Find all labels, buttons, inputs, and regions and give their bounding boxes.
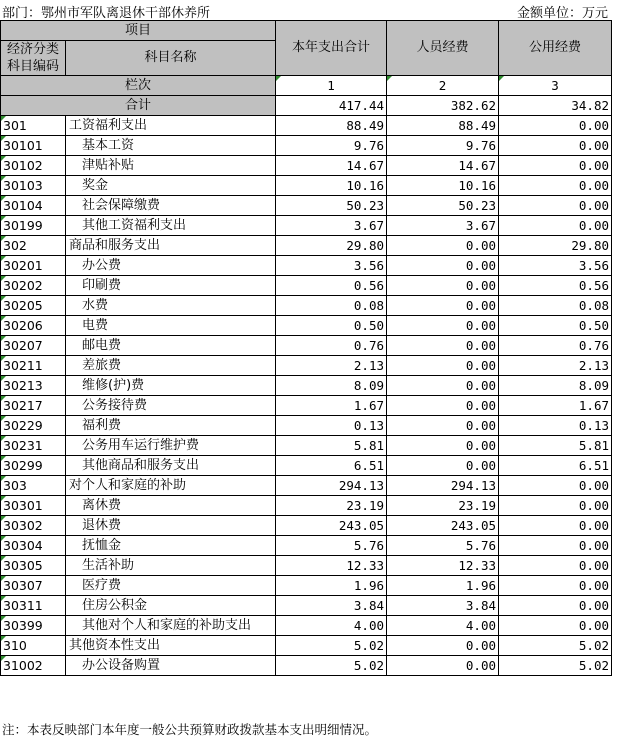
econ-code-cell: 302: [1, 236, 66, 256]
econ-code-header-line2: 科目编码: [6, 59, 59, 74]
table-row: [1, 136, 612, 156]
subject-name-cell: 电费: [66, 316, 276, 336]
table-row: [1, 416, 612, 436]
summary-public: 34.82: [499, 96, 612, 116]
total-cell: 14.67: [276, 156, 387, 176]
subject-name-cell: 公务接待费: [66, 396, 276, 416]
personnel-column-header: 人员经费: [387, 21, 499, 76]
total-cell: 5.81: [276, 436, 387, 456]
econ-code-cell: 30311: [1, 596, 66, 616]
public-cell: 0.00: [499, 176, 612, 196]
econ-code-cell: 30213: [1, 376, 66, 396]
personnel-cell: 3.84: [387, 596, 499, 616]
item-header: 项目: [1, 21, 276, 41]
summary-row: [1, 96, 612, 116]
public-cell: 6.51: [499, 456, 612, 476]
public-cell: 0.00: [499, 476, 612, 496]
personnel-cell: 0.00: [387, 356, 499, 376]
econ-code-cell: 30229: [1, 416, 66, 436]
subject-name-cell: 抚恤金: [66, 536, 276, 556]
econ-code-cell: 30102: [1, 156, 66, 176]
table-row: [1, 496, 612, 516]
table-row: [1, 336, 612, 356]
econ-code-cell: 31002: [1, 656, 66, 676]
table-row: [1, 436, 612, 456]
summary-total: 417.44: [276, 96, 387, 116]
public-cell: 0.00: [499, 616, 612, 636]
table-row: [1, 616, 612, 636]
econ-code-cell: 30199: [1, 216, 66, 236]
personnel-cell: 0.00: [387, 656, 499, 676]
table-row: [1, 556, 612, 576]
subject-name-cell: 其他资本性支出: [66, 636, 276, 656]
subject-name-cell: 印刷费: [66, 276, 276, 296]
public-cell: 0.56: [499, 276, 612, 296]
table-row: [1, 276, 612, 296]
subject-name-cell: 基本工资: [66, 136, 276, 156]
public-cell: 0.00: [499, 596, 612, 616]
personnel-cell: 50.23: [387, 196, 499, 216]
public-cell: 3.56: [499, 256, 612, 276]
personnel-cell: 0.00: [387, 336, 499, 356]
econ-code-cell: 30301: [1, 496, 66, 516]
public-cell: 2.13: [499, 356, 612, 376]
table-row: [1, 216, 612, 236]
personnel-cell: 0.00: [387, 636, 499, 656]
subject-name-cell: 其他商品和服务支出: [66, 456, 276, 476]
personnel-cell: 0.00: [387, 236, 499, 256]
public-column-header: 公用经费: [499, 21, 612, 76]
column-index-2: 2: [387, 76, 499, 96]
public-cell: 0.00: [499, 136, 612, 156]
public-cell: 0.00: [499, 116, 612, 136]
total-cell: 2.13: [276, 356, 387, 376]
econ-code-cell: 30307: [1, 576, 66, 596]
personnel-cell: 0.00: [387, 456, 499, 476]
table-row: [1, 456, 612, 476]
econ-code-cell: 30103: [1, 176, 66, 196]
footnote: 注：本表反映部门本年度一般公共预算财政拨款基本支出明细情况。: [2, 722, 378, 737]
table-row: [1, 116, 612, 136]
table-row: [1, 636, 612, 656]
subject-name-cell: 差旅费: [66, 356, 276, 376]
personnel-cell: 0.00: [387, 416, 499, 436]
public-cell: 29.80: [499, 236, 612, 256]
public-cell: 8.09: [499, 376, 612, 396]
subject-name-cell: 对个人和家庭的补助: [66, 476, 276, 496]
econ-code-cell: 30202: [1, 276, 66, 296]
total-cell: 6.51: [276, 456, 387, 476]
personnel-cell: 294.13: [387, 476, 499, 496]
subject-name-cell: 医疗费: [66, 576, 276, 596]
report-header: [0, 0, 626, 20]
personnel-cell: 14.67: [387, 156, 499, 176]
personnel-cell: 0.00: [387, 376, 499, 396]
subject-name-header: 科目名称: [66, 41, 276, 76]
subject-name-cell: 住房公积金: [66, 596, 276, 616]
total-cell: 0.76: [276, 336, 387, 356]
public-cell: 0.00: [499, 216, 612, 236]
total-cell: 4.00: [276, 616, 387, 636]
personnel-cell: 0.00: [387, 276, 499, 296]
total-cell: 0.50: [276, 316, 387, 336]
subject-name-cell: 津贴补贴: [66, 156, 276, 176]
table-row: [1, 596, 612, 616]
public-cell: 0.00: [499, 196, 612, 216]
total-cell: 10.16: [276, 176, 387, 196]
expenditure-table: [0, 20, 612, 676]
subject-name-cell: 邮电费: [66, 336, 276, 356]
subject-name-cell: 公务用车运行维护费: [66, 436, 276, 456]
econ-code-cell: 30304: [1, 536, 66, 556]
column-index-3: 3: [499, 76, 612, 96]
subject-name-cell: 水费: [66, 296, 276, 316]
subject-name-cell: 工资福利支出: [66, 116, 276, 136]
total-cell: 3.56: [276, 256, 387, 276]
econ-code-cell: 30302: [1, 516, 66, 536]
econ-code-cell: 30305: [1, 556, 66, 576]
table-row: [1, 356, 612, 376]
public-cell: 0.76: [499, 336, 612, 356]
econ-code-cell: 301: [1, 116, 66, 136]
total-cell: 294.13: [276, 476, 387, 496]
subject-name-cell: 办公费: [66, 256, 276, 276]
table-row: [1, 656, 612, 676]
total-cell: 3.84: [276, 596, 387, 616]
column-index-1: 1: [276, 76, 387, 96]
personnel-cell: 88.49: [387, 116, 499, 136]
public-cell: 5.02: [499, 656, 612, 676]
total-cell: 5.76: [276, 536, 387, 556]
public-cell: 0.00: [499, 516, 612, 536]
public-cell: 5.81: [499, 436, 612, 456]
table-row: [1, 376, 612, 396]
econ-code-cell: 310: [1, 636, 66, 656]
total-cell: 23.19: [276, 496, 387, 516]
summary-personnel: 382.62: [387, 96, 499, 116]
econ-code-cell: 30217: [1, 396, 66, 416]
total-cell: 1.96: [276, 576, 387, 596]
subject-name-cell: 福利费: [66, 416, 276, 436]
econ-code-header: [1, 41, 66, 76]
total-cell: 243.05: [276, 516, 387, 536]
econ-code-cell: 303: [1, 476, 66, 496]
econ-code-cell: 30201: [1, 256, 66, 276]
table-row: [1, 576, 612, 596]
subject-name-cell: 退休费: [66, 516, 276, 536]
public-cell: 5.02: [499, 636, 612, 656]
summary-label: 合计: [1, 96, 276, 116]
public-cell: 0.08: [499, 296, 612, 316]
total-cell: 5.02: [276, 656, 387, 676]
subject-name-cell: 奖金: [66, 176, 276, 196]
econ-code-cell: 30206: [1, 316, 66, 336]
total-cell: 0.56: [276, 276, 387, 296]
personnel-cell: 4.00: [387, 616, 499, 636]
table-row: [1, 516, 612, 536]
table-row: [1, 196, 612, 216]
public-cell: 0.00: [499, 576, 612, 596]
table-row: [1, 536, 612, 556]
row-index-label: 栏次: [1, 76, 276, 96]
subject-name-cell: 其他工资福利支出: [66, 216, 276, 236]
personnel-cell: 10.16: [387, 176, 499, 196]
econ-code-cell: 30207: [1, 336, 66, 356]
subject-name-cell: 其他对个人和家庭的补助支出: [66, 616, 276, 636]
subject-name-cell: 生活补助: [66, 556, 276, 576]
amount-unit-label: 金额单位：万元: [516, 6, 608, 21]
personnel-cell: 23.19: [387, 496, 499, 516]
total-cell: 0.08: [276, 296, 387, 316]
total-cell: 1.67: [276, 396, 387, 416]
personnel-cell: 3.67: [387, 216, 499, 236]
econ-code-cell: 30231: [1, 436, 66, 456]
total-cell: 5.02: [276, 636, 387, 656]
table-row: [1, 396, 612, 416]
personnel-cell: 0.00: [387, 296, 499, 316]
personnel-cell: 12.33: [387, 556, 499, 576]
personnel-cell: 0.00: [387, 396, 499, 416]
total-cell: 3.67: [276, 216, 387, 236]
department-label: 部门：鄂州市军队离退休干部休养所: [2, 6, 211, 21]
total-cell: 12.33: [276, 556, 387, 576]
econ-code-cell: 30211: [1, 356, 66, 376]
total-cell: 50.23: [276, 196, 387, 216]
econ-code-cell: 30299: [1, 456, 66, 476]
public-cell: 0.00: [499, 536, 612, 556]
table-row: [1, 316, 612, 336]
personnel-cell: 0.00: [387, 436, 499, 456]
public-cell: 1.67: [499, 396, 612, 416]
total-cell: 8.09: [276, 376, 387, 396]
personnel-cell: 1.96: [387, 576, 499, 596]
subject-name-cell: 离休费: [66, 496, 276, 516]
public-cell: 0.13: [499, 416, 612, 436]
econ-code-cell: 30101: [1, 136, 66, 156]
public-cell: 0.00: [499, 556, 612, 576]
table-row: [1, 476, 612, 496]
table-row: [1, 256, 612, 276]
public-cell: 0.00: [499, 496, 612, 516]
subject-name-cell: 商品和服务支出: [66, 236, 276, 256]
table-row: [1, 176, 612, 196]
personnel-cell: 5.76: [387, 536, 499, 556]
personnel-cell: 0.00: [387, 316, 499, 336]
table-row: [1, 156, 612, 176]
public-cell: 0.00: [499, 156, 612, 176]
subject-name-cell: 社会保障缴费: [66, 196, 276, 216]
total-cell: 0.13: [276, 416, 387, 436]
total-cell: 9.76: [276, 136, 387, 156]
subject-name-cell: 维修(护)费: [66, 376, 276, 396]
table-row: [1, 296, 612, 316]
econ-code-cell: 30104: [1, 196, 66, 216]
econ-code-header-line1: 经济分类: [6, 42, 59, 57]
econ-code-cell: 30205: [1, 296, 66, 316]
total-cell: 88.49: [276, 116, 387, 136]
total-column-header: 本年支出合计: [276, 21, 387, 76]
table-row: [1, 236, 612, 256]
subject-name-cell: 办公设备购置: [66, 656, 276, 676]
personnel-cell: 9.76: [387, 136, 499, 156]
personnel-cell: 243.05: [387, 516, 499, 536]
total-cell: 29.80: [276, 236, 387, 256]
personnel-cell: 0.00: [387, 256, 499, 276]
public-cell: 0.50: [499, 316, 612, 336]
econ-code-cell: 30399: [1, 616, 66, 636]
